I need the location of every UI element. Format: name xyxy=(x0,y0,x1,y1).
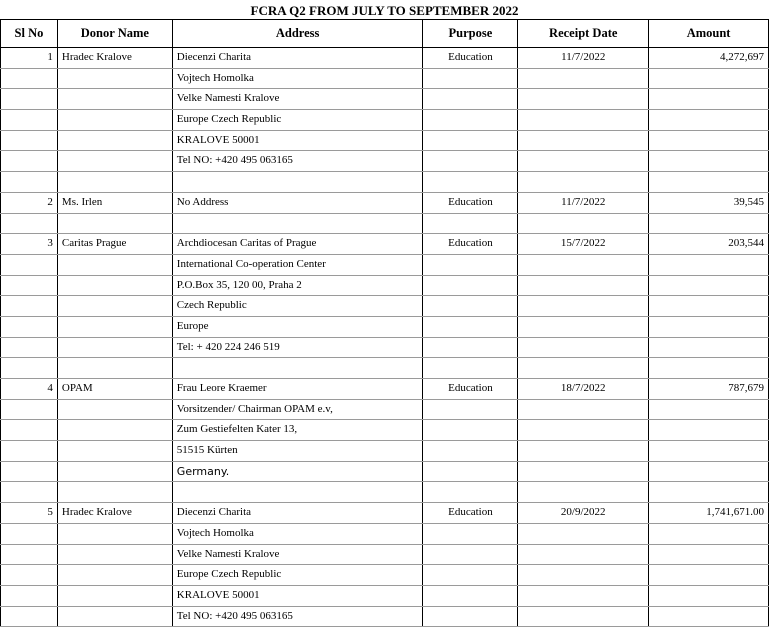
address-line: Tel NO: +420 495 063165 xyxy=(172,151,423,172)
table-row xyxy=(1,316,769,337)
table-row xyxy=(1,275,769,296)
address-line: No Address xyxy=(172,192,423,213)
address-line: KRALOVE 50001 xyxy=(172,130,423,151)
address-line: Germany. xyxy=(172,461,423,482)
address-line: KRALOVE 50001 xyxy=(172,585,423,606)
address-line: Zum Gestiefelten Kater 13, xyxy=(172,420,423,441)
sl-no-cell: 3 xyxy=(1,234,58,255)
address-line: Frau Leore Kraemer xyxy=(172,379,423,400)
address-line: 51515 Kürten xyxy=(172,441,423,462)
purpose-cell: Education xyxy=(423,48,518,69)
header-sl-no: Sl No xyxy=(1,20,58,48)
purpose-cell: Education xyxy=(423,234,518,255)
table-row xyxy=(1,151,769,172)
address-line: Czech Republic xyxy=(172,296,423,317)
donor-name-cell: Hradec Kralove xyxy=(57,48,172,69)
donor-table xyxy=(0,19,769,627)
page-title: FCRA Q2 FROM JULY TO SEPTEMBER 2022 xyxy=(250,3,519,18)
receipt-date-cell: 18/7/2022 xyxy=(518,379,649,400)
header-amount: Amount xyxy=(649,20,769,48)
address-line: Europe Czech Republic xyxy=(172,110,423,131)
table-row xyxy=(1,89,769,110)
table-row xyxy=(1,503,769,524)
header-address: Address xyxy=(172,20,423,48)
address-line: Diecenzi Charita xyxy=(172,48,423,69)
table-row xyxy=(1,48,769,69)
table-row xyxy=(1,68,769,89)
table-row xyxy=(1,337,769,358)
amount-cell: 4,272,697 xyxy=(649,48,769,69)
table-row xyxy=(1,399,769,420)
address-line: Vorsitzender/ Chairman OPAM e.v, xyxy=(172,399,423,420)
header-receipt-date: Receipt Date xyxy=(518,20,649,48)
address-line: Velke Namesti Kralove xyxy=(172,89,423,110)
table-row xyxy=(1,565,769,586)
amount-cell: 1,741,671.00 xyxy=(649,503,769,524)
purpose-cell: Education xyxy=(423,192,518,213)
table-row xyxy=(1,358,769,379)
amount-cell: 39,545 xyxy=(649,192,769,213)
table-row xyxy=(1,192,769,213)
address-line: Vojtech Homolka xyxy=(172,523,423,544)
address-line: Tel NO: +420 495 063165 xyxy=(172,606,423,627)
table-row xyxy=(1,523,769,544)
table-row xyxy=(1,441,769,462)
receipt-date-cell: 15/7/2022 xyxy=(518,234,649,255)
receipt-date-cell: 11/7/2022 xyxy=(518,192,649,213)
header-purpose: Purpose xyxy=(423,20,518,48)
header-row xyxy=(1,20,769,48)
sl-no-cell: 2 xyxy=(1,192,58,213)
table-row xyxy=(1,296,769,317)
address-line: P.O.Box 35, 120 00, Praha 2 xyxy=(172,275,423,296)
sl-no-cell: 5 xyxy=(1,503,58,524)
donor-name-cell: Caritas Prague xyxy=(57,234,172,255)
purpose-cell: Education xyxy=(423,503,518,524)
table-row xyxy=(1,234,769,255)
table-row xyxy=(1,254,769,275)
table-row xyxy=(1,420,769,441)
table-row xyxy=(1,172,769,193)
receipt-date-cell: 11/7/2022 xyxy=(518,48,649,69)
table-row xyxy=(1,461,769,482)
receipt-date-cell: 20/9/2022 xyxy=(518,503,649,524)
address-line: International Co-operation Center xyxy=(172,254,423,275)
sl-no-cell: 1 xyxy=(1,48,58,69)
amount-cell: 203,544 xyxy=(649,234,769,255)
table-row xyxy=(1,544,769,565)
sl-no-cell: 4 xyxy=(1,379,58,400)
address-line: Diecenzi Charita xyxy=(172,503,423,524)
donor-name-cell: Hradec Kralove xyxy=(57,503,172,524)
amount-cell: 787,679 xyxy=(649,379,769,400)
table-row xyxy=(1,213,769,234)
table-row xyxy=(1,379,769,400)
donor-name-cell: OPAM xyxy=(57,379,172,400)
address-line: Europe xyxy=(172,316,423,337)
purpose-cell: Education xyxy=(423,379,518,400)
address-line: Vojtech Homolka xyxy=(172,68,423,89)
table-row xyxy=(1,110,769,131)
address-line: Archdiocesan Caritas of Prague xyxy=(172,234,423,255)
address-line: Europe Czech Republic xyxy=(172,565,423,586)
donor-name-cell: Ms. Irlen xyxy=(57,192,172,213)
table-row xyxy=(1,130,769,151)
address-line: Velke Namesti Kralove xyxy=(172,544,423,565)
table-row xyxy=(1,606,769,627)
address-line: Tel: + 420 224 246 519 xyxy=(172,337,423,358)
header-donor-name: Donor Name xyxy=(57,20,172,48)
table-row xyxy=(1,482,769,503)
